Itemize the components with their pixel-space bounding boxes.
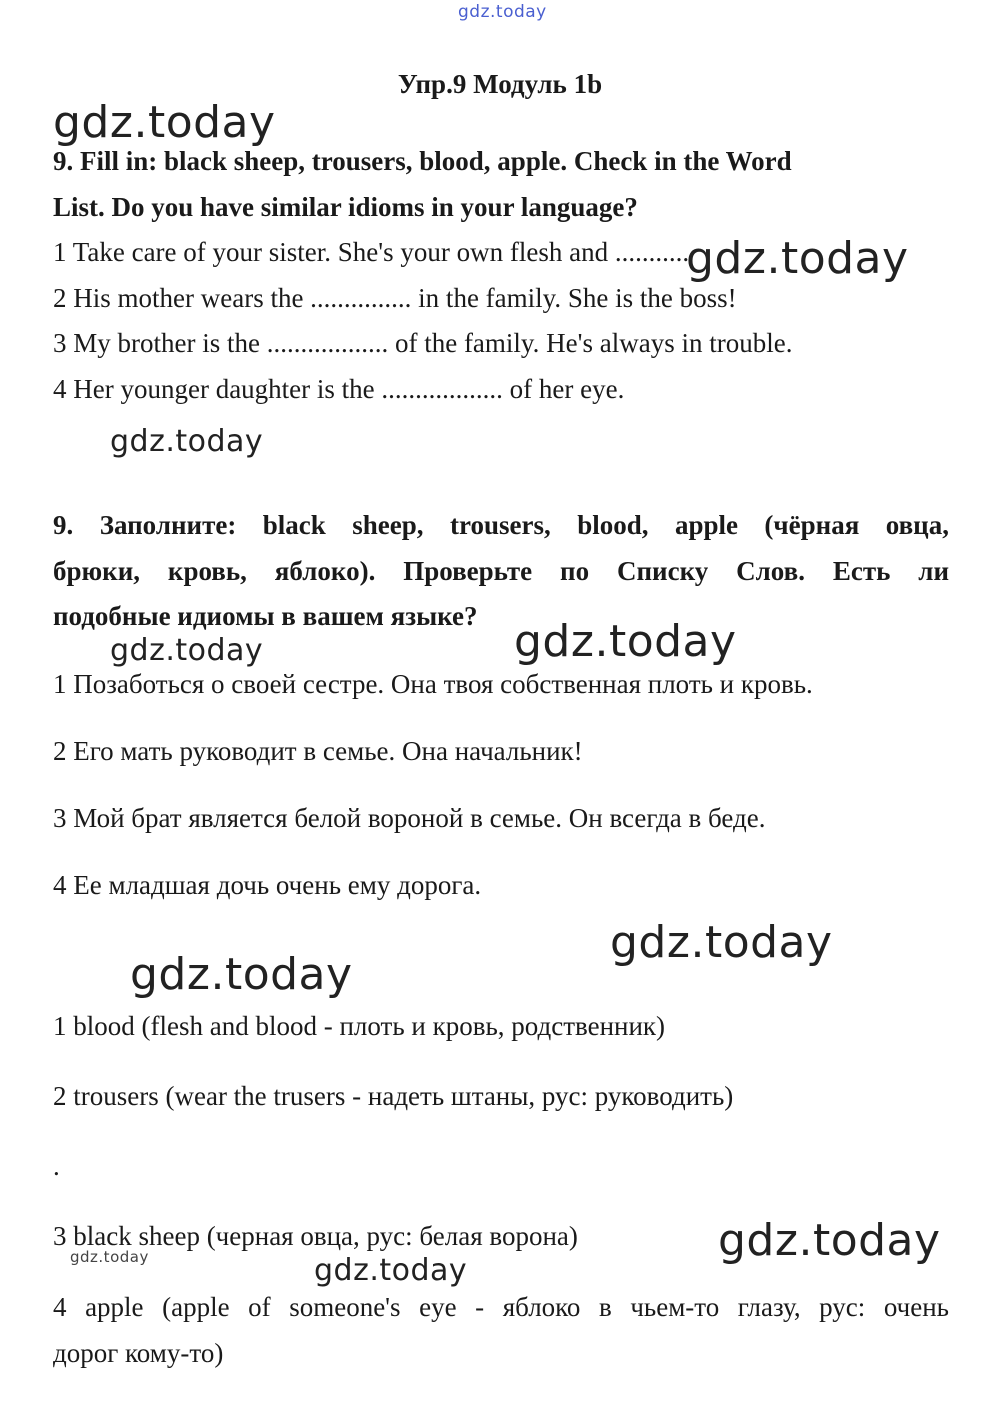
russian-sentence: 2 Его мать руководит в семье. Она начальник! [53, 736, 583, 766]
watermark: gdz.today [314, 1253, 468, 1288]
watermark-top: gdz.today [458, 2, 547, 22]
answer-line: 1 blood (flesh and blood - плоть и кровь, родственник) [53, 1011, 666, 1041]
watermark: gdz.today [130, 949, 353, 1000]
russian-task-heading: 9. Заполните: black sheep, trousers, blood, apple (чёрная овца, [53, 510, 949, 540]
answer-line: 4 apple (apple of someone's eye - яблоко в чьем-то глазу, рус: очень [53, 1292, 949, 1322]
watermark: gdz.today [610, 917, 833, 968]
russian-task-heading: подобные идиомы в вашем языке? [53, 601, 478, 631]
russian-sentence: 1 Позаботься о своей сестре. Она твоя собственная плоть и кровь. [53, 669, 813, 699]
watermark: gdz.today [686, 233, 909, 284]
answer-line: 2 trousers (wear the trusers - надеть штаны, рус: руководить) [53, 1081, 734, 1111]
watermark: gdz.today [718, 1215, 941, 1266]
english-sentence: 3 My brother is the .................. of the family. He's always in trouble. [53, 328, 793, 358]
russian-sentence: 4 Ее младшая дочь очень ему дорога. [53, 870, 482, 900]
english-task-heading: 9. Fill in: black sheep, trousers, blood, apple. Check in the Word [53, 146, 792, 176]
watermark: gdz.today [110, 424, 264, 459]
russian-sentence: 3 Мой брат является белой вороной в семье. Он всегда в беде. [53, 803, 766, 833]
english-sentence: 2 His mother wears the ............... in the family. She is the boss! [53, 283, 737, 313]
answer-line: 3 black sheep (черная овца, рус: белая ворона) [53, 1221, 578, 1251]
page-title: Упр.9 Модуль 1b [397, 69, 603, 99]
watermark: gdz.today [514, 616, 737, 667]
russian-task-heading: брюки, кровь, яблоко). Проверьте по Списку Слов. Есть ли [53, 556, 949, 586]
english-sentence: 1 Take care of your sister. She's your own flesh and ........... [53, 237, 690, 267]
english-sentence: 4 Her younger daughter is the .................. of her eye. [53, 374, 625, 404]
watermark: gdz.today [53, 97, 276, 148]
watermark-small: gdz.today [70, 1248, 149, 1266]
answer-dot: . [53, 1151, 60, 1181]
answer-line: дорог кому-то) [53, 1338, 224, 1368]
watermark: gdz.today [110, 633, 264, 668]
english-task-heading: List. Do you have similar idioms in your language? [53, 192, 638, 222]
